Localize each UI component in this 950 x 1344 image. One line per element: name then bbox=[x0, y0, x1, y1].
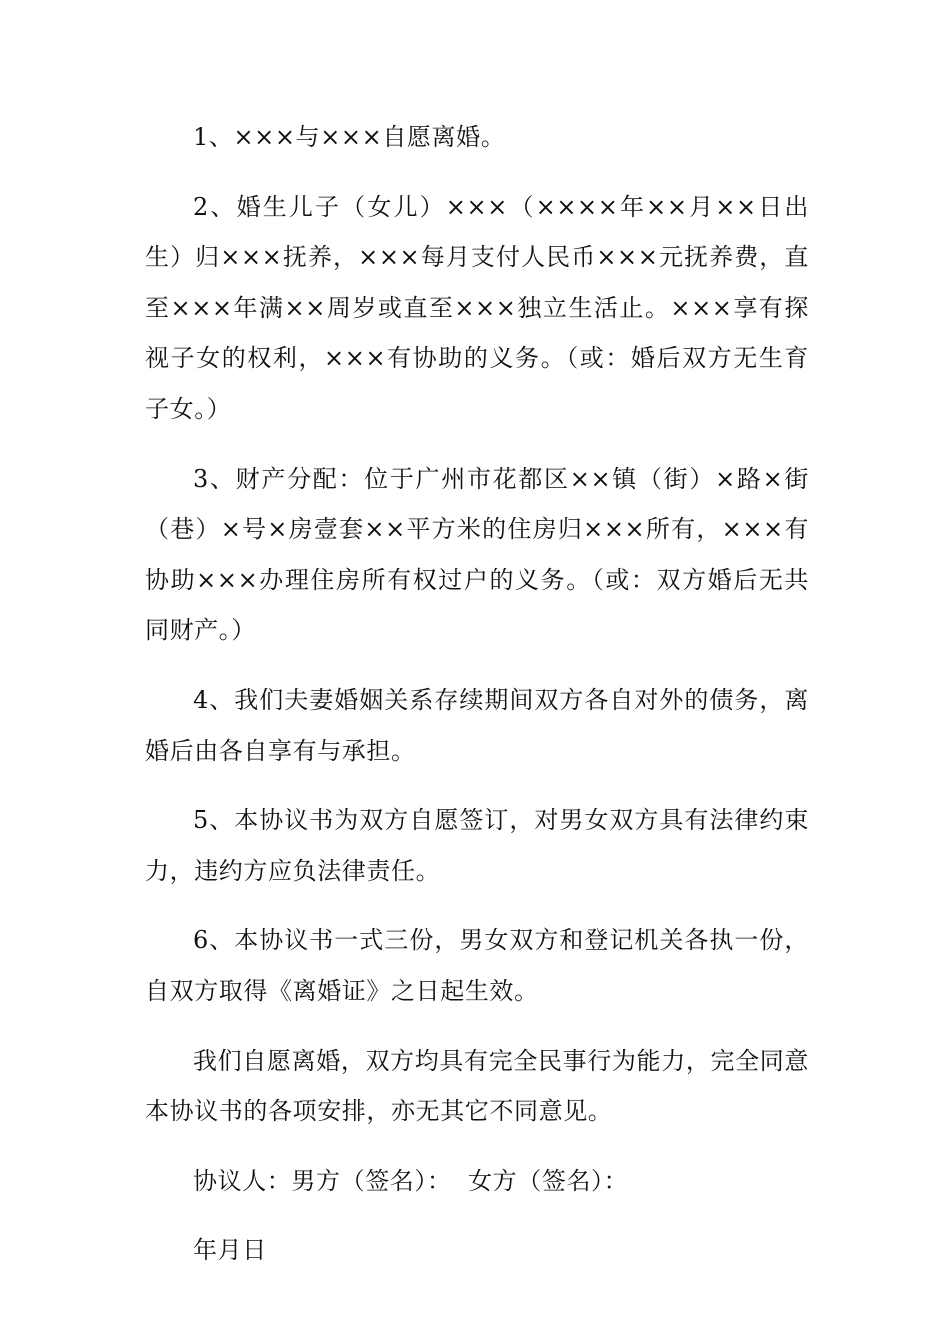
voluntary-statement: 我们自愿离婚，双方均具有完全民事行为能力，完全同意本协议书的各项安排，亦无其它不同意见。 bbox=[145, 1046, 809, 1126]
agreement-body bbox=[145, 112, 809, 1295]
clause-3-property-division: 3、财产分配：位于广州市花都区××镇（街）×路×街（巷）×号×房壹套××平方米的住房归×××所有，×××有协助×××办理住房所有权过户的义务。（或：双方婚后无共同财产。） bbox=[145, 464, 809, 645]
clause-4-debts: 4、我们夫妻婚姻关系存续期间双方各自对外的债务，离婚后由各自享有与承担。 bbox=[145, 685, 809, 765]
signature-line: 协议人：男方（签名）： 女方（签名）： bbox=[193, 1166, 629, 1195]
clause-1: 1、×××与×××自愿离婚。 bbox=[193, 123, 506, 151]
date-line: 年月日 bbox=[193, 1236, 267, 1265]
clause-2-child-custody: 2、婚生儿子（女儿）×××（××××年××月××日出生）归×××抚养，×××每月支付人民币×××元抚养费，直至×××年满××周岁或直至×××独立生活止。×××享有探视子女的权利，×××有协助的义务。（或：婚后双方无生育子女。） bbox=[145, 192, 809, 423]
clause-6-copies: 6、本协议书一式三份，男女双方和登记机关各执一份，自双方取得《离婚证》之日起生效。 bbox=[145, 926, 809, 1005]
clause-5-legal-binding: 5、本协议书为双方自愿签订，对男女双方具有法律约束力，违约方应负法律责任。 bbox=[145, 806, 809, 885]
